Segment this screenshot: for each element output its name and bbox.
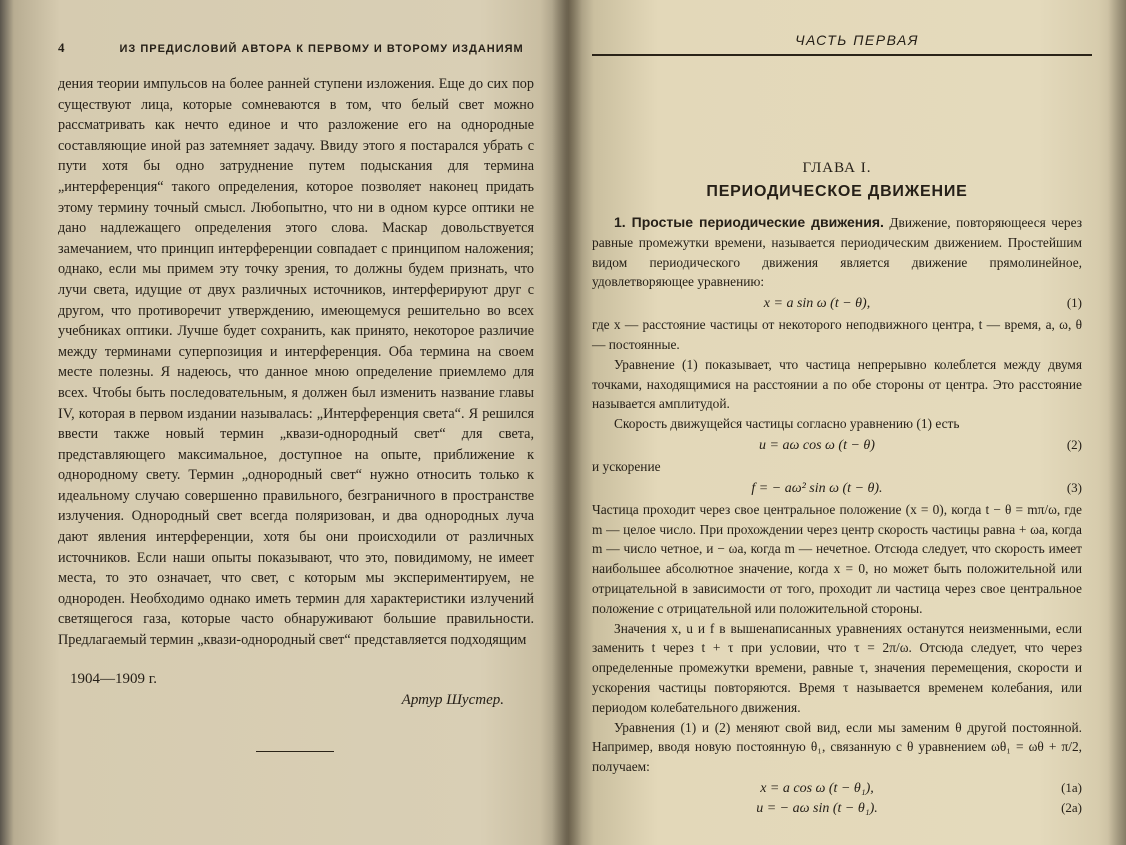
equation-3-number: (3)	[1066, 479, 1082, 495]
preface-text	[58, 74, 534, 651]
running-head-text: ИЗ ПРЕДИСЛОВИЙ АВТОРА К ПЕРВОМУ И ВТОРОМУ ИЗДАНИЯМ	[119, 43, 524, 55]
equation-3-formula: f = − aω² sin ω (t − θ).	[751, 480, 883, 496]
equation-4-number: (1a)	[1061, 779, 1082, 795]
preface-paragraph: дения теории импульсов на более ранней ступени изложения. Еще до сих пор существуют лица, которые сомневаются в том, что белый свет можно рассматривать как нечто единое и что разложение его на однородные составляющие иной раз затемняет задачу. Ввиду этого я постарался убрать с пути хотя бы одно затруднение путем подыскания для термина „интерференция“ такого определения, которое позволяет наконец придать этому термину точный смысл. Любопытно, что ни в одном курсе оптики не дано надлежащего определения этого слова. Маскар довольствуется замечанием, что принцип интерференции совпадает с принципом наложения; однако, если мы примем эту точку зрения, то должны будем признать, что лучи света, идущие от двух различных источников, интерферируют друг с другом, что противоречит утверждению, имеющемуся решительно во всех учебниках оптики. Лучше будет сохранить, как принято, некоторое различие между терминами суперпозиция и интерференция. Оба термина на своем месте полезны. Я надеюсь, что данное мною определение приемлемо для всех. Чтобы быть последовательным, я должен был изменить название главы IV, которая в первом издании называлась: „Интерференция света“. Я решился ввести также новый термин „квази-однородный свет“ для света, представляющего максимальное, доступное на опыте, приближение к однородному свету. Термин „однородный свет“ нужно относить только к идеальному случаю совершенно правильного, безграничного в пространстве излучения. Однородный свет всегда поляризован, и два однородных луча дают явления интерференции, хотя бы они происходили от различных источников. Если наши опыты показывают, что это, повидимому, не имеет места, то это означает, что свет, с которым мы экспериментируем, не однороден. Необходимо однако иметь термин для характеристики излучений светящегося газа, которые часто обнаруживают большие правильности. Предлагаемый термин „квази-однородный свет“ представляется подходящим	[58, 76, 534, 649]
equation-4	[592, 780, 1082, 797]
page-edge-shadow	[1108, 0, 1126, 845]
chapter-title: ПЕРИОДИЧЕСКОЕ ДВИЖЕНИЕ	[706, 183, 968, 200]
equation-5-formula: u = − aω sin (t − θ₁).	[756, 800, 878, 816]
paragraph-7: Значения x, u и f в вышенаписанных уравнениях останутся неизменными, если заменить t через t + τ при условии, что τ = 2π/ω. Отсюда следует, что через определенные промежутки времени, равные τ, значения перемещения, скорости и ускорения частицы повторяются. Время τ называется временем колебания, или периодом колебательного движения.	[592, 620, 1082, 715]
right-page	[568, 0, 1126, 845]
author-signature: Артур Шустер.	[401, 691, 504, 708]
equation-5	[592, 800, 1082, 817]
dateline: 1904—1909 г.	[70, 670, 157, 687]
paragraph-3: Уравнение (1) показывает, что частица непрерывно колеблется между двумя точками, находящимися на расстоянии a по обе стороны от центра. Это расстояние называется амплитудой.	[592, 356, 1082, 412]
chapter-number: ГЛАВА I.	[802, 160, 872, 176]
end-rule	[256, 751, 334, 752]
equation-2-number: (2)	[1066, 436, 1082, 452]
equation-4-formula: x = a cos ω (t − θ₁),	[760, 780, 874, 796]
paragraph-4: Скорость движущейся частицы согласно уравнению (1) есть	[614, 416, 960, 432]
section-title: 1. Простые периодические движения.	[614, 214, 884, 230]
section-paragraph	[592, 213, 1082, 292]
equation-1	[592, 295, 1082, 312]
equation-1-number: (1)	[1066, 295, 1082, 311]
page-number: 4	[58, 40, 66, 55]
equation-1-formula: x = a sin ω (t − θ),	[763, 296, 871, 312]
right-running-head: ЧАСТЬ ПЕРВАЯ	[795, 32, 919, 48]
head-rule	[592, 54, 1092, 56]
paragraph-5: и ускорение	[592, 458, 661, 474]
paragraph-2: где x — расстояние частицы от некоторого неподвижного центра, t — время, a, ω, θ — постоянные.	[592, 317, 1082, 352]
section-text: Движение, повторяющееся через равные промежутки времени, называется периодическим движением. Простейшим видом периодического движения является движение прямолинейное, удовлетворяющее уравнению:	[592, 215, 1083, 290]
left-running-head	[58, 40, 534, 56]
paragraph-6: Частица проходит через свое центральное положение (x = 0), когда t − θ = mπ/ω, где m — целое число. При прохождении через центр скорость частицы равна + ωa, когда m — число четное, и − ωa, когда m — нечетное. Отсюда следует, что скорость имеет наибольшее абсолютное значение, когда x = 0, но может быть положительной или отрицательной в зависимости от того, проходит ли частица через свое центральное положение с отрицательной или положительной стороны.	[592, 501, 1082, 616]
paragraph-8: Уравнения (1) и (2) меняют свой вид, если мы заменим θ другой постоянной. Например, вводя новую постоянную θ₁, связанную с θ уравнением ωθ₁ = ωθ + π/2, получаем:	[592, 719, 1082, 775]
equation-2-formula: u = aω cos ω (t − θ)	[759, 437, 875, 453]
equation-3	[592, 480, 1082, 497]
equation-2	[592, 437, 1082, 454]
equation-5-number: (2a)	[1061, 799, 1082, 815]
